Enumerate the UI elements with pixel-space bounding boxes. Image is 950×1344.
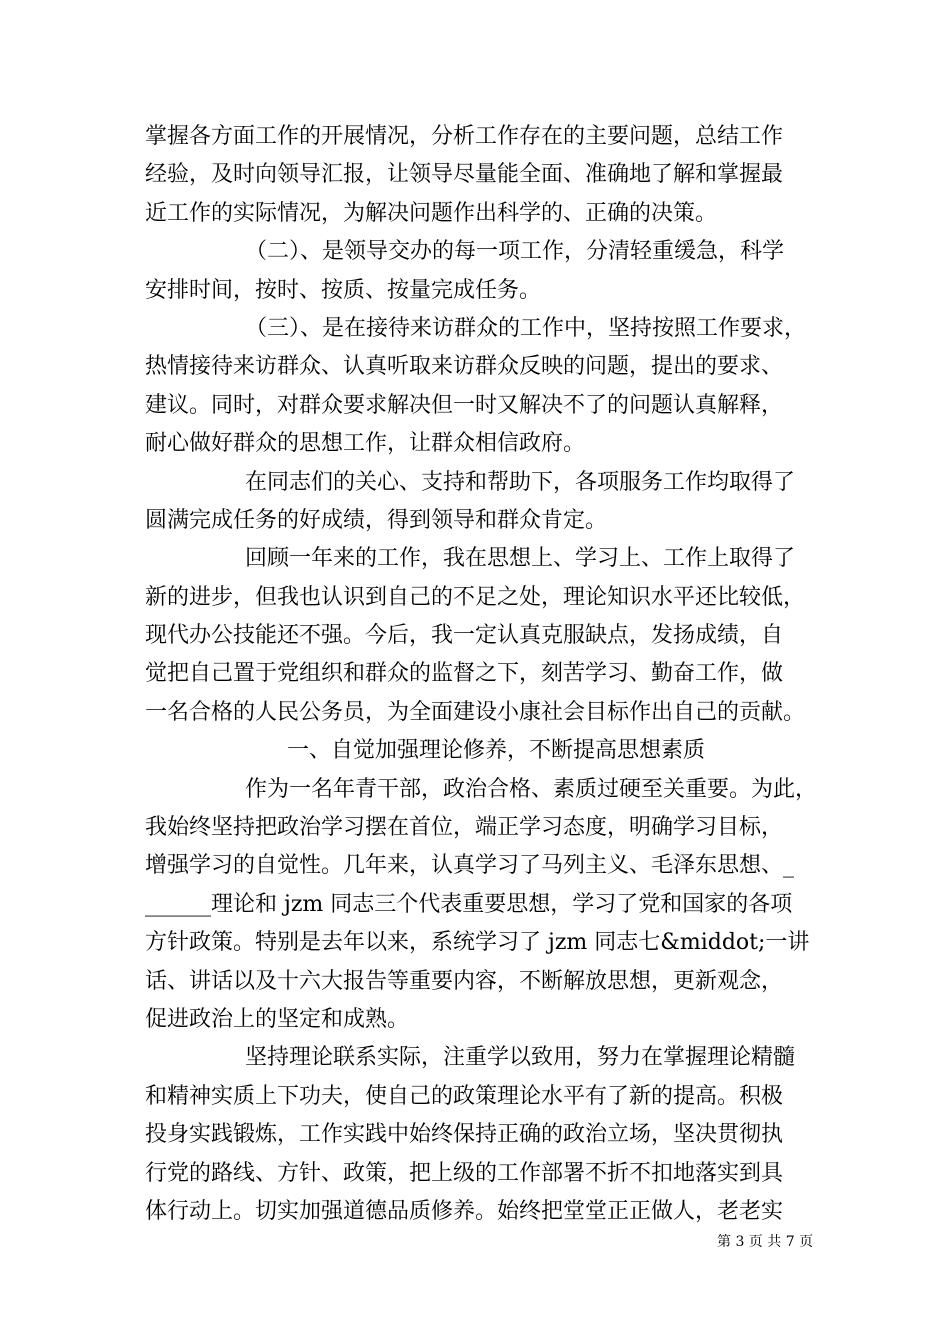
- text-line: 话、讲话以及十六大报告等重要内容，不断解放思想，更新观念，: [145, 968, 784, 994]
- text-line: 现代办公技能还不强。今后，我一定认真克服缺点，发扬成绩，自: [145, 623, 784, 649]
- text-line: 在同志们的关心、支持和帮助下，各项服务工作均取得了: [245, 469, 796, 495]
- text-line: ______理论和 jzm 同志三个代表重要思想，学习了党和国家的各项: [145, 891, 793, 917]
- document-body: [145, 118, 818, 1231]
- text-line: 和精神实质上下功夫，使自己的政策理论水平有了新的提高。积极: [145, 1083, 784, 1109]
- text-line: 近工作的实际情况，为解决问题作出科学的、正确的决策。: [145, 200, 718, 226]
- text-line: 掌握各方面工作的开展情况，分析工作存在的主要问题，总结工作: [145, 124, 784, 149]
- text-line: 促进政治上的坚定和成熟。: [145, 1006, 410, 1032]
- text-line: 圆满完成任务的好成绩，得到领导和群众肯定。: [145, 507, 608, 533]
- text-line: 增强学习的自觉性。几年来，认真学习了马列主义、毛泽东思想、_: [145, 853, 795, 879]
- text-line: 作为一名年青干部，政治合格、素质过硬至关重要。为此，: [245, 776, 818, 802]
- text-line: 一名合格的人民公务员，为全面建设小康社会目标作出自己的贡献。: [145, 699, 806, 725]
- text-line: 方针政策。特别是去年以来，系统学习了 jzm 同志七&middot;一讲: [145, 930, 810, 956]
- text-line: （三）、是在接待来访群众的工作中，坚持按照工作要求，: [245, 315, 807, 341]
- text-line: 经验，及时向领导汇报，让领导尽量能全面、准确地了解和掌握最: [145, 162, 784, 188]
- text-line: 耐心做好群众的思想工作，让群众相信政府。: [145, 431, 586, 457]
- text-line: 建议。同时，对群众要求解决但一时又解决不了的问题认真解释，: [145, 392, 784, 418]
- text-line: 安排时间，按时、按质、按量完成任务。: [145, 277, 542, 303]
- text-line: 坚持理论联系实际，注重学以致用，努力在掌握理论精髓: [245, 1045, 796, 1071]
- text-line: 觉把自己置于党组织和群众的监督之下，刻苦学习、勤奋工作，做: [145, 661, 784, 687]
- text-line: （二）、是领导交办的每一项工作，分清轻重缓急，科学: [245, 239, 785, 265]
- text-line: 体行动上。切实加强道德品质修养。始终把堂堂正正做人，老老实: [145, 1198, 784, 1224]
- section-heading: 一、自觉加强理论修养，不断提高思想素质: [287, 738, 706, 764]
- text-line: 热情接待来访群众、认真听取来访群众反映的问题，提出的要求、: [145, 354, 784, 380]
- page-number: 第 3 页 共 7 页: [717, 1234, 814, 1250]
- text-line: 我始终坚持把政治学习摆在首位，端正学习态度，明确学习目标，: [145, 815, 784, 841]
- text-line: 行党的路线、方针、政策，把上级的工作部署不折不扣地落实到具: [145, 1160, 784, 1186]
- text-line: 新的进步，但我也认识到自己的不足之处，理论知识水平还比较低，: [145, 584, 806, 610]
- text-line: 投身实践锻炼，工作实践中始终保持正确的政治立场，坚决贯彻执: [145, 1122, 784, 1148]
- text-line: 回顾一年来的工作，我在思想上、学习上、工作上取得了: [245, 546, 796, 572]
